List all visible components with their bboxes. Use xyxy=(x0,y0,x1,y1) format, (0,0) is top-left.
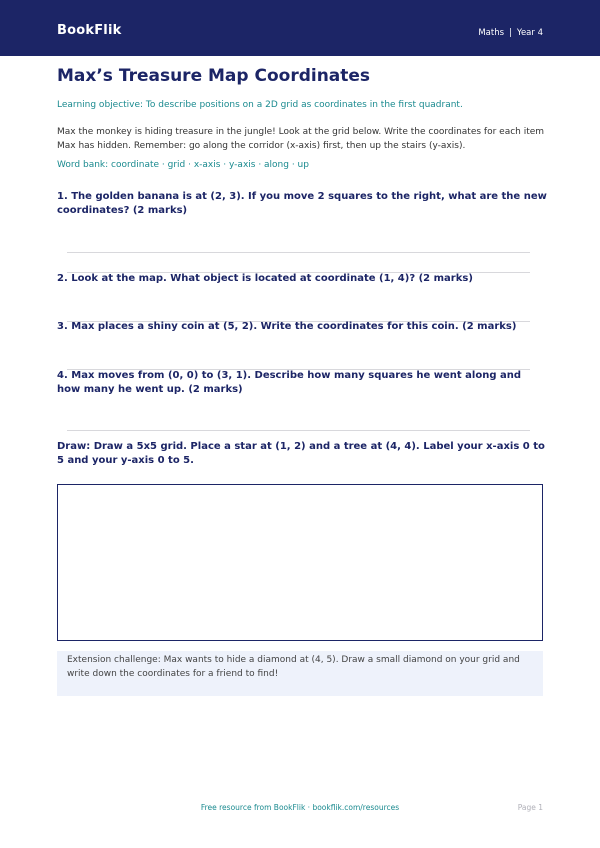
year-label: Year 4 xyxy=(516,28,543,38)
extension-challenge: Extension challenge: Max wants to hide a diamond at (4, 5). Draw a small diamond on your grid and write down the coordinates for a friend to find! xyxy=(57,651,543,696)
subject-year-label xyxy=(478,28,543,38)
page-title: Max’s Treasure Map Coordinates xyxy=(57,66,371,86)
footer-text[interactable]: Free resource from BookFlik · bookflik.com/resources xyxy=(200,803,400,812)
learning-objective: Learning objective: To describe positions on a 2D grid as coordinates in the first quadrant. xyxy=(57,100,463,110)
question-1: 1. The golden banana is at (2, 3). If you move 2 squares to the right, what are the new coordinates? (2 marks) xyxy=(57,191,547,216)
drawing-area[interactable] xyxy=(57,484,543,641)
question-3: 3. Max places a shiny coin at (5, 2). Write the coordinates for this coin. (2 marks) xyxy=(57,321,517,332)
brand-logo: BookFlik xyxy=(57,23,122,38)
answer-line[interactable] xyxy=(67,430,530,431)
separator: | xyxy=(509,28,512,38)
question-2: 2. Look at the map. What object is located at coordinate (1, 4)? (2 marks) xyxy=(57,273,473,284)
draw-task: Draw: Draw a 5x5 grid. Place a star at (1, 2) and a tree at (4, 4). Label your x-axis 0 to 5 and your y-axis 0 to 5. xyxy=(57,441,545,466)
page-number: Page 1 xyxy=(517,803,543,812)
subject-label: Maths xyxy=(478,28,505,38)
intro-text: Max the monkey is hiding treasure in the jungle! Look at the grid below. Write the coordinates for each item Max has hidden. Remember: go along the corridor (x-axis) first, then up the stairs (y-axis). xyxy=(57,127,545,151)
word-bank: Word bank: coordinate · grid · x-axis · y-axis · along · up xyxy=(57,160,309,170)
question-4: 4. Max moves from (0, 0) to (3, 1). Describe how many squares he went along and how many he went up. (2 marks) xyxy=(57,370,521,395)
answer-line[interactable] xyxy=(67,252,530,253)
header-bar xyxy=(0,0,600,56)
